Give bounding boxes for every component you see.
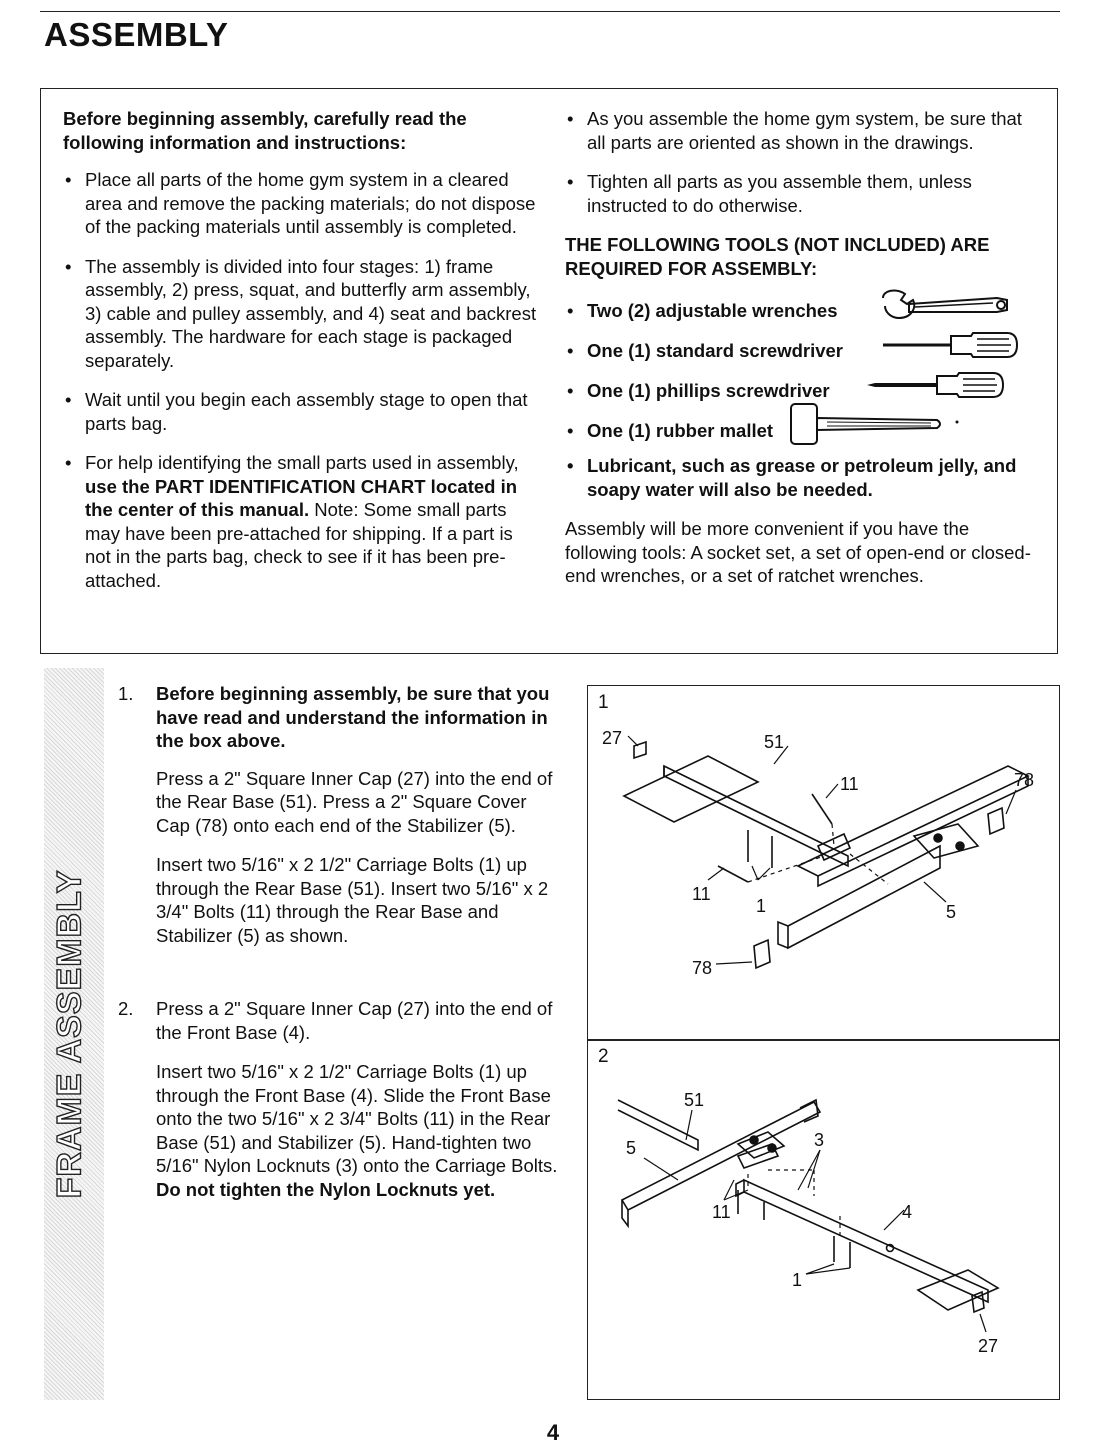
figure-label: 1 — [756, 896, 767, 916]
section-side-tab-label: FRAME ASSEMBLY — [50, 869, 89, 1199]
mounting-plate — [914, 824, 978, 858]
step-heading: Before beginning assembly, be sure that you have read and understand the information in the box above. — [156, 683, 550, 751]
figure-label: 5 — [626, 1138, 637, 1158]
figure-label: 11 — [840, 774, 859, 794]
help-bullet — [63, 451, 541, 592]
tool-label: Two (2) adjustable wrenches — [587, 300, 838, 321]
step-paragraph: Insert two 5/16" x 2 1/2" Carriage Bolts (1) up through the Rear Base (51). Insert two 5/16" x 2 3/4" Bolts (11) through the Rear Base and Stabilizer (5) as shown. — [156, 854, 549, 946]
rubber-mallet-icon — [787, 400, 963, 450]
instruction-bullet: • As you assemble the home gym system, be sure that all parts are oriented as shown in the drawings. — [565, 107, 1043, 154]
step-1 — [118, 682, 558, 947]
instructions-right-column — [565, 107, 1043, 588]
instruction-bullet: • Tighten all parts as you assemble them, unless instructed to do otherwise. — [565, 170, 1043, 217]
instruction-bullet: • Place all parts of the home gym system in a cleared area and remove the packing materials; do not dispose of the packing materials until assembly is completed. — [63, 168, 541, 239]
inner-cap — [972, 1292, 984, 1312]
figure-label: 1 — [792, 1270, 803, 1290]
front-tube — [788, 846, 940, 948]
figure-label: 11 — [712, 1202, 731, 1222]
top-rule — [40, 11, 1060, 12]
step-paragraph: Press a 2" Square Inner Cap (27) into the end of the Front Base (4). — [156, 998, 553, 1043]
figure-label: 27 — [978, 1336, 999, 1356]
step-number: 1. — [118, 683, 134, 704]
figure-number: 2 — [598, 1046, 609, 1067]
step-text: Insert two 5/16" x 2 1/2" Carriage Bolts (1) up through the Front Base (4). Slide the Front Base onto the two 5/16" x 2 3/4" Bolts (11) in the Rear Base (51) and Stabilizer (5). Hand-tighten two 5/16" Nylon Locknuts (3) onto the Carriage Bolts. — [156, 1061, 558, 1176]
figure-2-diagram — [588, 1040, 1059, 1399]
instructions-left-column — [63, 107, 541, 592]
bracket — [818, 834, 850, 860]
figure-label: 27 — [602, 728, 623, 748]
phillips-screwdriver-icon — [865, 368, 1011, 402]
figure-label: 78 — [692, 958, 713, 978]
figure-number: 1 — [598, 692, 609, 713]
figure-label: 5 — [946, 902, 957, 922]
adjustable-wrench-icon — [877, 288, 1013, 322]
help-text: For help identifying the small parts used in assembly, — [85, 452, 519, 473]
figure-label: 3 — [814, 1130, 825, 1150]
pre-attached-note: Note: Some small parts may have been pre-attached for shipping. If a part is not in the parts bag, check to see if it has been pre-attached. — [85, 499, 513, 591]
part-chart-reference: use the PART IDENTIFICATION CHART located in the center of this manual. — [85, 475, 518, 520]
tools-heading: THE FOLLOWING TOOLS (NOT INCLUDED) ARE REQUIRED FOR ASSEMBLY: — [565, 234, 990, 279]
figure-2 — [587, 1039, 1060, 1400]
page-number: 4 — [546, 1420, 560, 1445]
tools-list — [565, 300, 1043, 460]
cover-cap-b — [754, 940, 770, 968]
figure-label: 51 — [684, 1090, 705, 1110]
standard-screwdriver-icon — [879, 328, 1025, 362]
instruction-bullet: • Wait until you begin each assembly stage to open that parts bag. — [63, 388, 541, 435]
step-paragraph: Press a 2" Square Inner Cap (27) into the end of the Rear Base (51). Press a 2" Square Cover Cap (78) onto each end of the Stabilizer (5). — [156, 767, 553, 836]
assembly-steps — [118, 682, 558, 1201]
figure-label: 78 — [1014, 770, 1035, 790]
figure-label: 51 — [764, 732, 785, 752]
figure-label: 4 — [902, 1202, 913, 1222]
page-title: ASSEMBLY — [44, 16, 229, 53]
instructions-heading: Before beginning assembly, carefully read the following information and instructions: — [63, 108, 467, 153]
step-paragraph — [156, 1060, 558, 1201]
tool-label: One (1) phillips screwdriver — [587, 380, 830, 401]
figure-1-diagram — [588, 686, 1059, 1040]
lubricant-note: • Lubricant, such as grease or petroleum jelly, and soapy water will also be needed. — [565, 454, 1043, 501]
bolt-upper — [812, 794, 832, 824]
tool-label: One (1) standard screwdriver — [587, 340, 844, 361]
instruction-bullet: • The assembly is divided into four stages: 1) frame assembly, 2) press, squat, and butterfly arm assembly, 3) cable and pulley assembly, and 4) seat and backrest assembly. The hardware for each stage is packaged separately. — [63, 255, 541, 373]
front-base-tube — [744, 1180, 988, 1302]
figure-label: 11 — [692, 884, 711, 904]
tool-label: One (1) rubber mallet — [587, 420, 774, 441]
instructions-box — [40, 88, 1058, 654]
stabilizer-tube — [622, 1102, 820, 1210]
cover-cap-a — [988, 808, 1004, 834]
step-warning: Do not tighten the Nylon Locknuts yet. — [156, 1178, 496, 1200]
step-number: 2. — [118, 998, 134, 1019]
figure-1 — [587, 685, 1060, 1041]
convenience-note: Assembly will be more convenient if you have the following tools: A socket set, a set of open-end or closed-end wrenches, or a set of ratchet wrenches. — [565, 518, 1031, 586]
step-2 — [118, 997, 558, 1201]
